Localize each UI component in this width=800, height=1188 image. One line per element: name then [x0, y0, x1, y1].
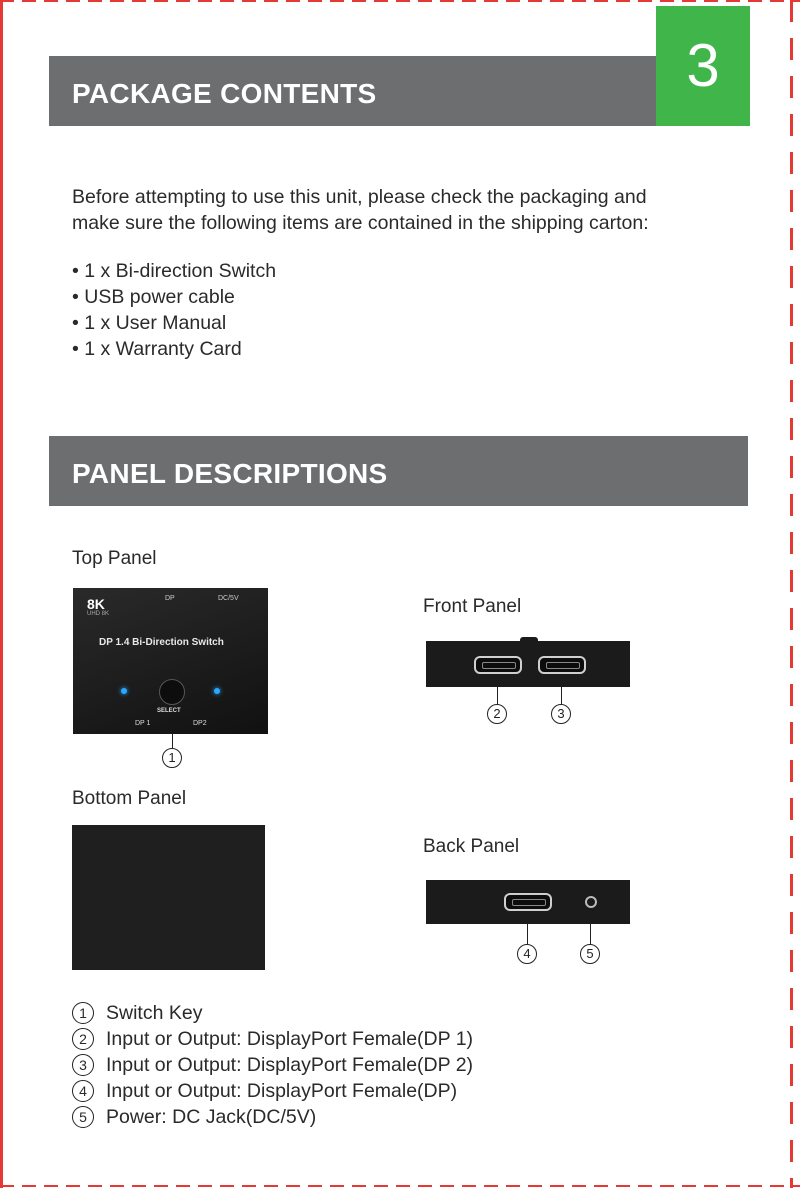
- callout-line: [497, 687, 498, 704]
- legend-item: [72, 1000, 473, 1026]
- top-panel-label: Top Panel: [72, 548, 157, 569]
- switch-key-button: [159, 679, 185, 705]
- callout-4: 4: [517, 944, 537, 964]
- package-contents-banner: [49, 56, 748, 126]
- displayport-dp-icon: [504, 893, 552, 911]
- device-dp1-label: DP 1: [135, 720, 151, 727]
- callout-line: [527, 924, 528, 944]
- legend-number: 5: [72, 1106, 94, 1128]
- displayport-dp1-icon: [474, 656, 522, 674]
- legend-number: 2: [72, 1028, 94, 1050]
- callout-1: 1: [162, 748, 182, 768]
- page-border-right: [790, 0, 793, 1188]
- legend-text: Input or Output: DisplayPort Female(DP 1): [106, 1028, 474, 1050]
- legend-number: 3: [72, 1054, 94, 1076]
- device-dp2-label: DP2: [193, 720, 207, 727]
- panel-descriptions-title: PANEL DESCRIPTIONS: [72, 458, 388, 489]
- panel-descriptions-banner: [49, 436, 748, 506]
- list-item: • 1 x User Manual: [72, 312, 227, 334]
- list-item: • 1 x Bi-direction Switch: [72, 260, 277, 282]
- legend-text: Input or Output: DisplayPort Female(DP 2): [106, 1054, 474, 1076]
- legend-text: Input or Output: DisplayPort Female(DP): [106, 1080, 458, 1102]
- intro-line-1: Before attempting to use this unit, please check the packaging and: [72, 186, 647, 208]
- legend-number: 4: [72, 1080, 94, 1102]
- front-panel-image: [426, 641, 630, 687]
- device-badge-sub: UHD 8K: [87, 611, 110, 617]
- legend-text: Power: DC Jack(DC/5V): [106, 1106, 317, 1128]
- page-border-bottom: [0, 1185, 800, 1187]
- legend-item: [72, 1026, 473, 1052]
- page-border-left: [0, 0, 3, 1188]
- legend-text: Switch Key: [106, 1002, 203, 1024]
- callout-3: 3: [551, 704, 571, 724]
- page-border-top: [0, 0, 800, 2]
- callout-5: 5: [580, 944, 600, 964]
- led-dp1-icon: [121, 688, 127, 694]
- bottom-panel-image: [72, 825, 265, 970]
- dc-jack-icon: [585, 896, 597, 908]
- legend-item: [72, 1052, 473, 1078]
- device-port-dp-label: DP: [165, 595, 175, 602]
- callout-line: [561, 687, 562, 704]
- list-item: • 1 x Warranty Card: [72, 338, 242, 360]
- intro-paragraph: [72, 184, 752, 236]
- panel-legend: [72, 1000, 473, 1130]
- legend-number: 1: [72, 1002, 94, 1024]
- legend-item: [72, 1104, 473, 1130]
- led-dp2-icon: [214, 688, 220, 694]
- intro-line-2: make sure the following items are contained in the shipping carton:: [72, 212, 649, 234]
- displayport-dp2-icon: [538, 656, 586, 674]
- callout-line: [590, 924, 591, 944]
- device-8k-badge: 8K: [87, 596, 105, 612]
- device-title: DP 1.4 Bi-Direction Switch: [99, 637, 224, 648]
- callout-2: 2: [487, 704, 507, 724]
- device-port-dc-label: DC/5V: [218, 595, 239, 602]
- back-panel-label: Back Panel: [423, 836, 520, 857]
- page-number: 3: [656, 6, 750, 126]
- bottom-panel-label: Bottom Panel: [72, 788, 187, 809]
- legend-item: [72, 1078, 473, 1104]
- back-panel-image: [426, 880, 630, 924]
- device-select-label: SELECT: [157, 708, 181, 714]
- list-item: • USB power cable: [72, 286, 235, 308]
- package-items-list: [72, 258, 276, 362]
- top-panel-image: [73, 588, 268, 734]
- callout-line: [172, 734, 173, 748]
- front-panel-label: Front Panel: [423, 596, 522, 617]
- package-contents-title: PACKAGE CONTENTS: [72, 78, 377, 109]
